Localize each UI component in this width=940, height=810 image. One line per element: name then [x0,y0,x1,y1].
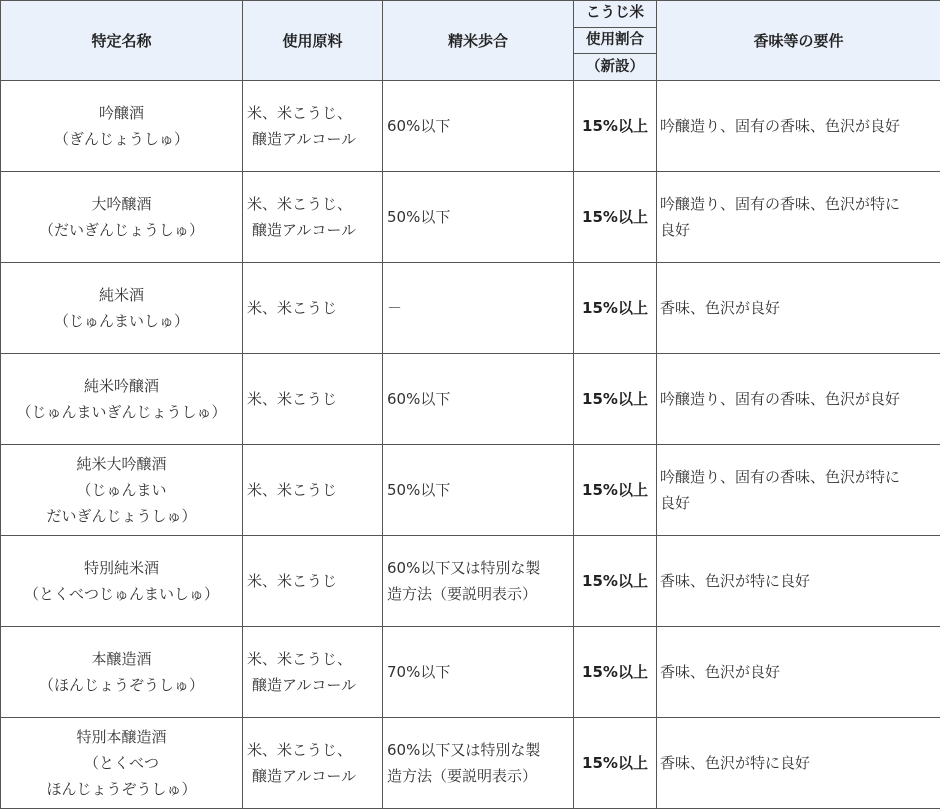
koji-ratio-cell [574,172,657,263]
polish-ratio-cell [383,354,574,445]
polish-ratio-cell [383,718,574,809]
sake-name-cell-text: （とくべつ [83,754,159,772]
ingredients-cell [243,81,383,172]
requirements-cell-text: 良好 [660,494,691,512]
sake-name-cell [1,627,243,718]
koji-ratio-cell [574,354,657,445]
polish-ratio-cell [383,81,574,172]
ingredients-cell [243,354,383,445]
sake-name-cell-text: 特別本醸造酒 [76,728,167,746]
header-requirements: 香味等の要件 [657,1,940,81]
table-row [1,354,940,445]
polish-ratio-cell-text: 50%以下 [387,481,451,499]
table-row [1,81,940,172]
requirements-cell-text: 香味、色沢が良好 [660,663,781,681]
header-koji-line1: こうじ米 [574,1,657,28]
polish-ratio-cell [383,536,574,627]
requirements-cell [657,627,940,718]
header-name: 特定名称 [1,1,243,81]
polish-ratio-cell-text: 70%以下 [387,663,451,681]
requirements-cell-text: 吟醸造り、固有の香味、色沢が良好 [660,390,901,408]
table-row [1,718,940,809]
table-row [1,536,940,627]
ingredients-cell-text: 米、米こうじ、 [247,650,353,668]
polish-ratio-cell-text: － [387,299,403,317]
polish-ratio-cell [383,627,574,718]
ingredients-cell-text: 米、米こうじ [247,299,338,317]
ingredients-cell-text: 米、米こうじ、 [247,104,353,122]
ingredients-cell [243,536,383,627]
polish-ratio-cell-text: 50%以下 [387,208,451,226]
requirements-cell [657,81,940,172]
koji-ratio-cell-text: 15%以上 [582,117,648,135]
ingredients-cell-text: 醸造アルコール [252,221,357,239]
requirements-cell [657,445,940,536]
sake-name-cell [1,354,243,445]
koji-ratio-cell-text: 15%以上 [582,572,648,590]
koji-ratio-cell [574,445,657,536]
polish-ratio-cell-text: 造方法（要説明表示） [387,585,538,603]
ingredients-cell-text: 米、米こうじ、 [247,741,353,759]
header-ingredients: 使用原料 [243,1,383,81]
ingredients-cell-text: 醸造アルコール [252,676,357,694]
koji-ratio-cell-text: 15%以上 [582,208,648,226]
koji-ratio-cell-text: 15%以上 [582,754,648,772]
requirements-cell [657,172,940,263]
requirements-cell-text: 香味、色沢が良好 [660,299,781,317]
sake-name-cell-text: 純米大吟醸酒 [76,455,167,473]
sake-name-cell-text: ほんじょうぞうしゅ） [46,780,197,798]
sake-name-cell-text: （とくべつじゅんまいしゅ） [23,585,219,603]
ingredients-cell-text: 米、米こうじ、 [247,195,353,213]
header-koji-line3: （新設） [574,54,657,81]
sake-name-cell-text: だいぎんじょうしゅ） [46,507,197,525]
sake-name-cell-text: （じゅんまいぎんじょうしゅ） [16,403,227,421]
koji-ratio-cell-text: 15%以上 [582,663,648,681]
requirements-cell [657,718,940,809]
sake-name-cell [1,263,243,354]
koji-ratio-cell [574,263,657,354]
ingredients-cell [243,172,383,263]
ingredients-cell-text: 米、米こうじ [247,481,338,499]
requirements-cell-text: 良好 [660,221,691,239]
koji-ratio-cell [574,718,657,809]
sake-name-cell [1,536,243,627]
ingredients-cell-text: 醸造アルコール [252,130,357,148]
requirements-cell [657,263,940,354]
sake-name-cell-text: （じゅんまい [76,481,167,499]
table-row [1,263,940,354]
ingredients-cell [243,445,383,536]
sake-name-cell-text: 本醸造酒 [91,650,152,668]
header-polish: 精米歩合 [383,1,574,81]
polish-ratio-cell [383,263,574,354]
ingredients-cell [243,718,383,809]
ingredients-cell-text: 米、米こうじ [247,572,338,590]
sake-name-cell-text: （じゅんまいしゅ） [53,312,189,330]
header-koji-line2: 使用割合 [574,27,657,54]
sake-name-cell-text: 大吟醸酒 [91,195,152,213]
table-row [1,627,940,718]
sake-name-cell-text: 純米吟醸酒 [83,377,159,395]
requirements-cell [657,536,940,627]
requirements-cell-text: 吟醸造り、固有の香味、色沢が特に [660,195,901,213]
ingredients-cell [243,263,383,354]
sake-name-cell [1,81,243,172]
sake-name-cell-text: （ぎんじょうしゅ） [53,130,189,148]
polish-ratio-cell [383,445,574,536]
sake-name-cell-text: 特別純米酒 [83,559,159,577]
koji-ratio-cell-text: 15%以上 [582,299,648,317]
polish-ratio-cell [383,172,574,263]
sake-name-cell-text: 純米酒 [98,286,144,304]
polish-ratio-cell-text: 60%以下又は特別な製 [387,741,541,759]
ingredients-cell-text: 醸造アルコール [252,767,357,785]
requirements-cell-text: 香味、色沢が特に良好 [660,754,811,772]
ingredients-cell [243,627,383,718]
koji-ratio-cell [574,81,657,172]
sake-name-cell-text: （ほんじょうぞうしゅ） [38,676,204,694]
koji-ratio-cell-text: 15%以上 [582,481,648,499]
requirements-cell [657,354,940,445]
sake-name-cell [1,172,243,263]
table-row [1,445,940,536]
sake-name-cell [1,445,243,536]
koji-ratio-cell [574,536,657,627]
koji-ratio-cell-text: 15%以上 [582,390,648,408]
table-row [1,172,940,263]
polish-ratio-cell-text: 60%以下 [387,117,451,135]
requirements-cell-text: 香味、色沢が特に良好 [660,572,811,590]
polish-ratio-cell-text: 60%以下 [387,390,451,408]
requirements-cell-text: 吟醸造り、固有の香味、色沢が特に [660,468,901,486]
ingredients-cell-text: 米、米こうじ [247,390,338,408]
sake-name-cell-text: （だいぎんじょうしゅ） [38,221,204,239]
sake-name-cell [1,718,243,809]
requirements-cell-text: 吟醸造り、固有の香味、色沢が良好 [660,117,901,135]
polish-ratio-cell-text: 造方法（要説明表示） [387,767,538,785]
polish-ratio-cell-text: 60%以下又は特別な製 [387,559,541,577]
sake-name-cell-text: 吟醸酒 [98,104,144,122]
koji-ratio-cell [574,627,657,718]
